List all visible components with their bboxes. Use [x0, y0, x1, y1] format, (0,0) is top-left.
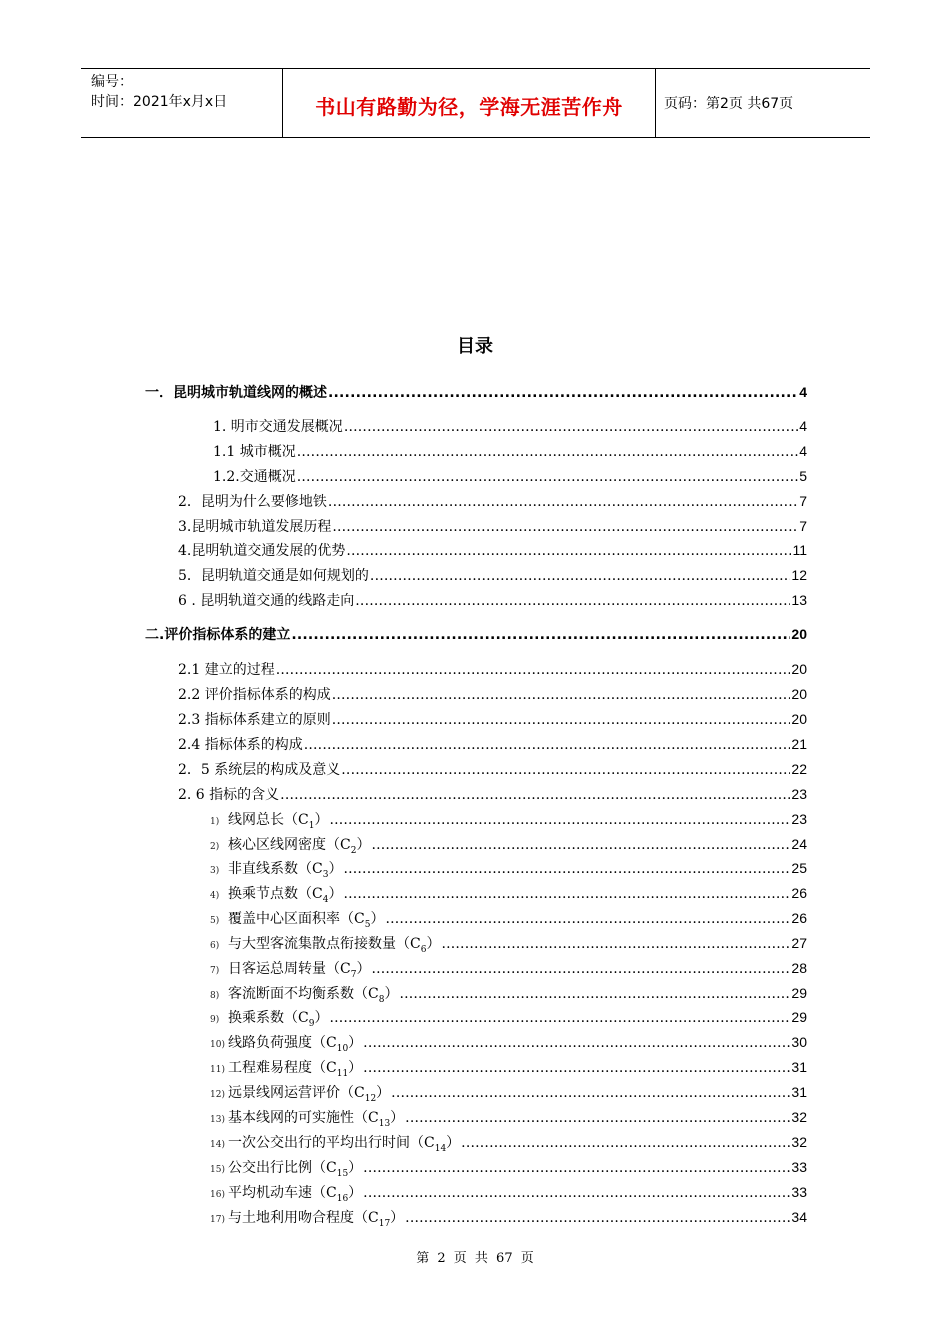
toc-entry-label: 换乘系数$(C_9)$: [228, 1010, 329, 1029]
toc-entry[interactable]: [210, 809, 807, 831]
toc-entry-page: 5: [799, 468, 807, 484]
toc-entry[interactable]: [210, 1107, 807, 1129]
toc-entry[interactable]: [210, 933, 807, 955]
toc-entry-label: 1.2.交通概况: [213, 469, 296, 485]
toc-entry[interactable]: [213, 416, 807, 436]
toc-entry[interactable]: [210, 908, 807, 930]
toc-leader-dots: [405, 1110, 790, 1126]
toc-entry[interactable]: [210, 1132, 807, 1154]
toc-entry-number: 6): [210, 941, 220, 951]
toc-entry[interactable]: [145, 624, 807, 644]
toc-entry-number: 10): [210, 1040, 225, 1050]
toc-entry[interactable]: [210, 883, 807, 905]
toc-entry-label: 与大型客流集散点衔接数量$(C_6)$: [228, 936, 441, 955]
toc-entry[interactable]: [210, 1207, 807, 1229]
toc-entry-label: 工程难易程度$(C_{11})$: [228, 1060, 363, 1079]
toc-leader-dots: [363, 1035, 790, 1051]
toc-entry[interactable]: [210, 1157, 807, 1179]
toc-entry-number: 17): [210, 1215, 225, 1225]
toc-entry[interactable]: [178, 540, 807, 560]
toc-entry-number: 15): [210, 1165, 225, 1175]
toc-entry-subscript: 10: [336, 1043, 349, 1054]
toc-leader-dots: [291, 627, 790, 643]
toc-entry-subscript: 9: [308, 1018, 315, 1029]
toc-title: 目录: [457, 336, 493, 357]
toc-entry-page: 23: [791, 811, 807, 827]
toc-entry-subscript: 4: [322, 894, 329, 905]
toc-leader-dots: [371, 837, 790, 853]
toc-entry[interactable]: [210, 958, 807, 980]
header-motto-cell: [282, 69, 656, 137]
toc-leader-dots: [297, 444, 798, 460]
toc-entry[interactable]: [178, 659, 807, 679]
toc-entry-page: 20: [791, 661, 807, 677]
toc-entry-subscript: 15: [336, 1168, 349, 1179]
toc-entry-label: 2．5 系统层的构成及意义: [178, 762, 341, 778]
toc-entry-label: 6 . 昆明轨道交通的线路走向: [178, 593, 355, 609]
toc-entry-number: 9): [210, 1015, 220, 1025]
toc-entry-page: 32: [791, 1109, 807, 1125]
header-page-cell: [655, 69, 870, 137]
toc-leader-dots: [297, 469, 798, 485]
toc-entry-label: 一次公交出行的平均出行时间$(C_{14})$: [228, 1135, 461, 1154]
toc-entry-subscript: 14: [434, 1143, 447, 1154]
toc-entry[interactable]: [210, 1082, 807, 1104]
toc-leader-dots: [304, 737, 791, 753]
toc-entry[interactable]: [178, 590, 807, 610]
toc-entry-label: 与土地利用吻合程度$(C_{17})$: [228, 1210, 405, 1229]
toc-leader-dots: [344, 419, 798, 435]
toc-entry-label: 二.评价指标体系的建立: [145, 627, 291, 643]
toc-entry[interactable]: [178, 516, 807, 536]
toc-entry[interactable]: [178, 709, 807, 729]
toc-entry-page: 23: [791, 786, 807, 802]
toc-entry-label: 远景线网运营评价$(C_{12})$: [228, 1085, 391, 1104]
toc-leader-dots: [385, 911, 790, 927]
toc-entry-number: 11): [210, 1065, 225, 1075]
toc-entry-page: 30: [791, 1034, 807, 1050]
toc-entry-subscript: 11: [336, 1068, 349, 1079]
toc-leader-dots: [346, 543, 791, 559]
toc-entry-page: 32: [791, 1134, 807, 1150]
toc-leader-dots: [363, 1060, 790, 1076]
toc-entry-page: 11: [792, 542, 807, 558]
toc-entry[interactable]: [210, 834, 807, 856]
toc-entry-label: 4.昆明轨道交通发展的优势: [178, 543, 346, 559]
page-footer: 第 2 页 共 67 页: [416, 1251, 534, 1266]
toc-entry-page: 20: [791, 711, 807, 727]
toc-entry-page: 27: [791, 935, 807, 951]
toc-leader-dots: [363, 1160, 790, 1176]
toc-leader-dots: [405, 1210, 790, 1226]
toc-entry-page: 25: [791, 860, 807, 876]
toc-leader-dots: [355, 593, 790, 609]
toc-entry-subscript: 2: [350, 845, 357, 856]
toc-leader-dots: [461, 1135, 790, 1151]
toc-entry[interactable]: [145, 382, 807, 402]
toc-entry[interactable]: [178, 565, 807, 585]
toc-entry[interactable]: [210, 1007, 807, 1029]
toc-entry-page: 4: [799, 418, 807, 434]
toc-entry-subscript: 13: [378, 1118, 391, 1129]
motto: 书山有路勤为径，学海无涯苦作舟: [315, 95, 623, 119]
toc-entry-label: 一．昆明城市轨道线网的概述: [145, 385, 327, 401]
toc-entry-page: 34: [791, 1209, 807, 1225]
toc-entry-label: 线网总长$(C_1)$: [228, 812, 329, 831]
toc-entry-page: 31: [791, 1084, 807, 1100]
toc-entry-label: 基本线网的可实施性$(C_{13})$: [228, 1110, 405, 1129]
toc-leader-dots: [343, 886, 790, 902]
toc-leader-dots: [332, 712, 791, 728]
toc-entry-page: 20: [791, 626, 807, 642]
toc-leader-dots: [363, 1185, 790, 1201]
serial-label: 编号：: [91, 74, 133, 90]
toc-entry-subscript: 6: [420, 944, 427, 955]
toc-entry-subscript: 3: [322, 869, 329, 880]
toc-entry-label: 2. 6 指标的含义: [178, 787, 280, 803]
toc-entry-page: 28: [791, 960, 807, 976]
toc-entry[interactable]: [210, 858, 807, 880]
toc-entry-page: 12: [791, 567, 807, 583]
toc-entry-page: 22: [791, 761, 807, 777]
toc-entry-number: 2): [210, 842, 220, 852]
toc-entry-label: 公交出行比例$(C_{15})$: [228, 1160, 363, 1179]
toc-entry[interactable]: [178, 684, 807, 704]
toc-entry[interactable]: [213, 441, 807, 461]
toc-leader-dots: [370, 568, 791, 584]
header-meta-cell: [81, 69, 281, 137]
toc-entry-subscript: 5: [364, 919, 371, 930]
toc-entry-number: 4): [210, 891, 220, 901]
toc-entry[interactable]: [178, 734, 807, 754]
toc-leader-dots: [391, 1085, 790, 1101]
toc-leader-dots: [280, 787, 790, 803]
toc-entry[interactable]: [178, 784, 807, 804]
toc-entry-label: 非直线系数$(C_3)$: [228, 861, 343, 880]
toc-entry-label: 线路负荷强度$(C_{10})$: [228, 1035, 363, 1054]
toc-leader-dots: [332, 519, 798, 535]
toc-entry-number: 7): [210, 966, 220, 976]
toc-entry-label: 客流断面不均衡系数$(C_8)$: [228, 986, 399, 1005]
toc-entry-number: 5): [210, 916, 220, 926]
toc-entry-page: 4: [799, 384, 807, 400]
toc-entry-number: 12): [210, 1090, 225, 1100]
toc-entry-number: 1): [210, 817, 220, 827]
toc-entry-subscript: 1: [308, 820, 315, 831]
toc-entry-label: 5．昆明轨道交通是如何规划的: [178, 568, 369, 584]
toc-leader-dots: [341, 762, 790, 778]
toc-entry-label: 1. 明市交通发展概况: [213, 419, 343, 435]
toc-entry-page: 24: [791, 836, 807, 852]
toc-entry-label: 覆盖中心区面积率$(C_5)$: [228, 911, 385, 930]
toc-leader-dots: [332, 687, 791, 703]
toc-entry-page: 26: [791, 910, 807, 926]
toc-leader-dots: [371, 961, 790, 977]
toc-leader-dots: [329, 1010, 790, 1026]
toc-entry-page: 7: [799, 493, 807, 509]
time-label: 时间：2021年x月x日: [91, 94, 228, 110]
toc-entry-subscript: 17: [378, 1218, 391, 1229]
toc-leader-dots: [441, 936, 790, 952]
toc-entry-page: 29: [791, 985, 807, 1001]
toc-entry[interactable]: [210, 1182, 807, 1204]
toc-entry-label: 2.3 指标体系建立的原则: [178, 712, 331, 728]
toc-entry-label: 换乘节点数$(C_4)$: [228, 886, 343, 905]
toc-entry[interactable]: [213, 466, 807, 486]
toc-entry-number: 13): [210, 1115, 225, 1125]
toc-leader-dots: [276, 662, 791, 678]
toc-leader-dots: [328, 385, 798, 401]
toc-entry-page: 33: [791, 1159, 807, 1175]
toc-entry[interactable]: [210, 1057, 807, 1079]
toc-leader-dots: [343, 861, 790, 877]
toc-entry-label: 1.1 城市概况: [213, 444, 296, 460]
toc-entry[interactable]: [178, 759, 807, 779]
toc-entry-number: 16): [210, 1190, 225, 1200]
toc-entry[interactable]: [210, 983, 807, 1005]
toc-entry-label: 2.1 建立的过程: [178, 662, 275, 678]
toc-leader-dots: [329, 812, 790, 828]
toc-entry-number: 8): [210, 991, 220, 1001]
toc-entry-label: 核心区线网密度$(C_2)$: [228, 837, 371, 856]
toc-entry-page: 13: [791, 592, 807, 608]
toc-entry[interactable]: [210, 1032, 807, 1054]
toc-entry-label: 日客运总周转量$(C_7)$: [228, 961, 371, 980]
toc-leader-dots: [399, 986, 790, 1002]
toc-entry-label: 3.昆明城市轨道发展历程: [178, 519, 332, 535]
toc-entry-label: 2.4 指标体系的构成: [178, 737, 303, 753]
toc-entry-page: 26: [791, 885, 807, 901]
toc-entry[interactable]: [178, 491, 807, 511]
toc-entry-number: 3): [210, 866, 220, 876]
toc-entry-subscript: 12: [364, 1093, 377, 1104]
toc-entry-subscript: 16: [336, 1193, 349, 1204]
toc-entry-number: 14): [210, 1140, 225, 1150]
toc-entry-label: 2.2 评价指标体系的构成: [178, 687, 331, 703]
page-header: [81, 68, 870, 138]
toc-entry-page: 33: [791, 1184, 807, 1200]
toc-entry-page: 4: [799, 443, 807, 459]
toc-entry-subscript: 8: [378, 994, 385, 1005]
toc-entry-page: 7: [799, 518, 807, 534]
toc-entry-page: 29: [791, 1009, 807, 1025]
toc-entry-label: 2．昆明为什么要修地铁: [178, 494, 327, 510]
toc-entry-page: 21: [791, 736, 807, 752]
toc-entry-page: 20: [791, 686, 807, 702]
toc-leader-dots: [328, 494, 798, 510]
toc-entry-label: 平均机动车速$(C_{16})$: [228, 1185, 363, 1204]
toc-entry-page: 31: [791, 1059, 807, 1075]
page-code: 页码：第2页 共67页: [664, 96, 794, 112]
toc-entry-subscript: 7: [350, 969, 357, 980]
